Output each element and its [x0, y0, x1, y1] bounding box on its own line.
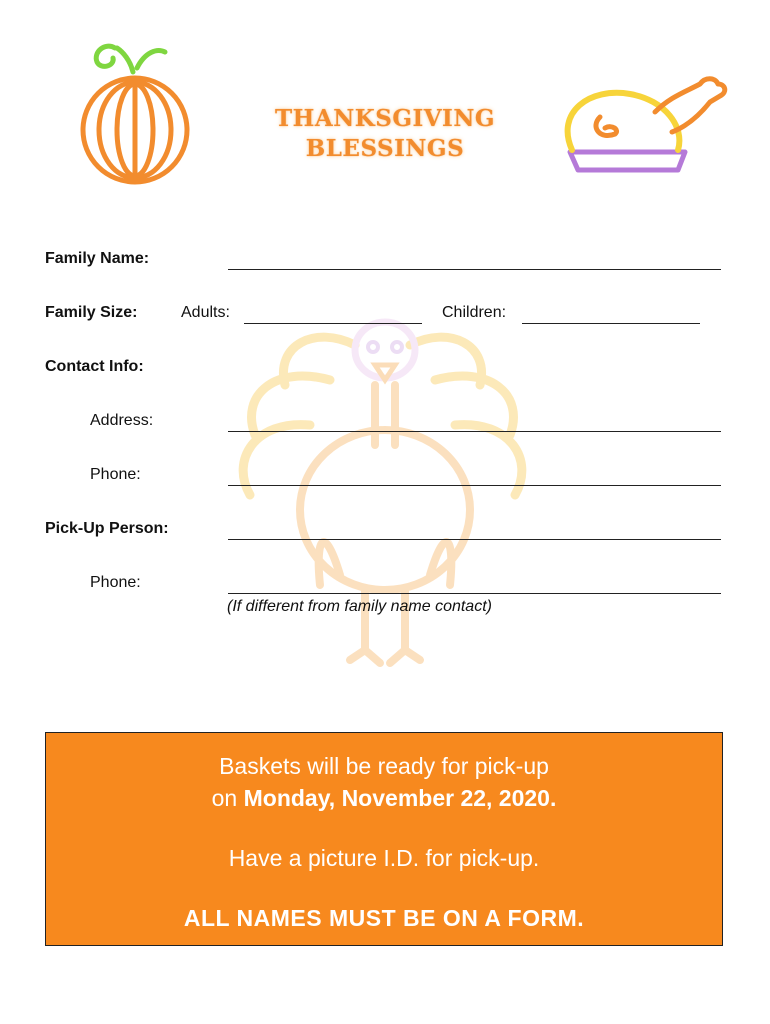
family-name-label: Family Name: — [45, 250, 150, 267]
notice-line-2-prefix: on — [211, 785, 244, 811]
pickup-date: Monday, November 22, 2020. — [243, 785, 557, 811]
notice-line-4: ALL NAMES MUST BE ON A FORM. — [183, 905, 585, 931]
notice-line-2 — [46, 785, 722, 812]
title-line-1: THANKSGIVING — [275, 105, 495, 132]
pickup-person-label: Pick-Up Person: — [45, 520, 169, 537]
pickup-phone-label: Phone: — [90, 574, 141, 591]
pickup-phone-field[interactable] — [228, 593, 721, 594]
children-label: Children: — [442, 304, 507, 321]
adults-label: Adults: — [181, 304, 230, 321]
children-field[interactable] — [522, 323, 700, 324]
family-size-label: Family Size: — [45, 304, 138, 321]
pumpkin-icon — [75, 42, 195, 192]
roast-turkey-icon — [560, 72, 735, 182]
notice-line-3: Have a picture I.D. for pick-up. — [228, 845, 540, 871]
pickup-person-field[interactable] — [228, 539, 721, 540]
contact-info-label: Contact Info: — [45, 358, 144, 375]
notice-line-1: Baskets will be ready for pick-up — [219, 753, 549, 779]
pickup-notice-box — [45, 732, 723, 946]
pickup-phone-note: (If different from family name contact) — [227, 598, 492, 615]
title-line-2: BLESSINGS — [305, 135, 465, 162]
family-name-field[interactable] — [228, 269, 721, 270]
phone-field[interactable] — [228, 485, 721, 486]
address-label: Address: — [90, 412, 154, 429]
adults-field[interactable] — [244, 323, 422, 324]
phone-label: Phone: — [90, 466, 141, 483]
page-title — [220, 104, 550, 164]
address-field[interactable] — [228, 431, 721, 432]
